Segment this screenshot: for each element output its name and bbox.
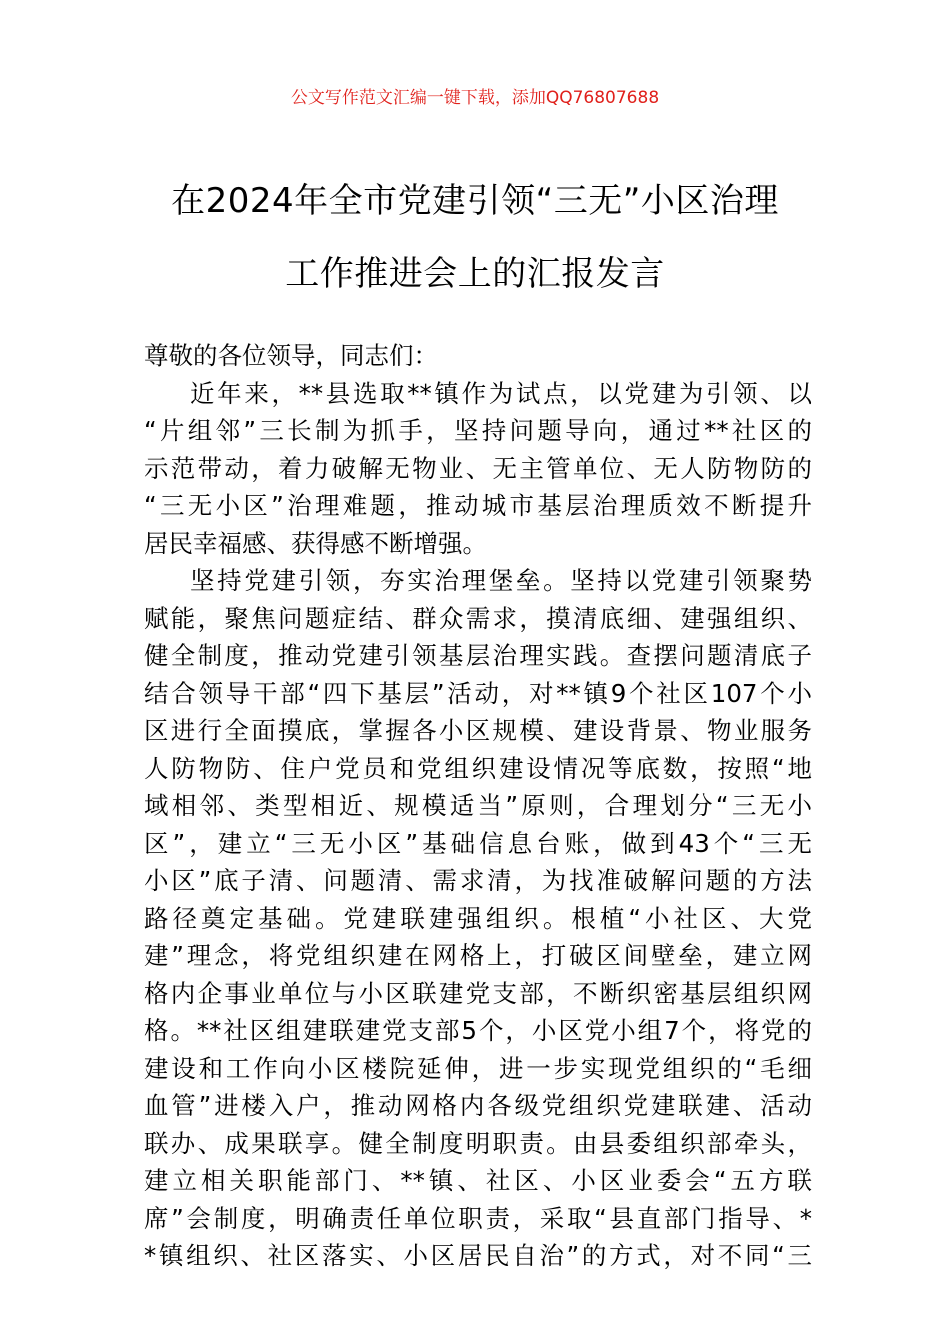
paragraph-line: 近年来，**县选取**镇作为试点，以党建为引领、以 (190, 378, 812, 408)
paragraph-line: 结合领导干部“四下基层”活动，对**镇9个社区107个小 (144, 678, 812, 708)
paragraph-line: 区进行全面摸底，掌握各小区规模、建设背景、物业服务 (144, 716, 812, 745)
download-notice[interactable]: 公文写作范文汇编一键下载，添加QQ76807688 (290, 88, 660, 108)
document-title-line-2: 工作推进会上的汇报发言 (285, 254, 665, 294)
paragraph-line: 格。**社区组建联建党支部5个，小区党小组7个，将党的 (144, 1016, 812, 1045)
document-body (144, 337, 812, 1275)
paragraph-line: 格内企事业单位与小区联建党支部，不断织密基层组织网 (144, 978, 812, 1008)
paragraph-line: 建设和工作向小区楼院延伸，进一步实现党组织的“毛细 (144, 1053, 812, 1083)
salutation: 尊敬的各位领导，同志们： (144, 341, 438, 370)
paragraph-line: 路径奠定基础。党建联建强组织。根植“小社区、大党 (144, 903, 812, 933)
paragraph-line: 示范带动，着力破解无物业、无主管单位、无人防物防的 (144, 453, 812, 483)
paragraph-line: 居民幸福感、获得感不断增强。 (144, 528, 487, 558)
paragraph-line: 建”理念，将党组织建在网格上，打破区间壁垒，建立网 (144, 941, 812, 970)
paragraph-line: 健全制度，推动党建引领基层治理实践。查摆问题清底子 (144, 641, 812, 670)
paragraph-line: 域相邻、类型相近、规模适当”原则，合理划分“三无小 (144, 791, 812, 820)
paragraph-line: “三无小区”治理难题，推动城市基层治理质效不断提升 (144, 491, 812, 520)
paragraph-line: 赋能，聚焦问题症结、群众需求，摸清底细、建强组织、 (144, 603, 812, 633)
paragraph-line: “片组邻”三长制为抓手，坚持问题导向，通过**社区的 (144, 416, 812, 445)
paragraph-line: 区”，建立“三无小区”基础信息台账，做到43个“三无 (144, 828, 812, 858)
paragraph-line: 建立相关职能部门、**镇、社区、小区业委会“五方联 (144, 1166, 812, 1195)
paragraph-line: 人防物防、住户党员和党组织建设情况等底数，按照“地 (144, 753, 812, 783)
document-title-line-1: 在2024年全市党建引领“三无”小区治理 (171, 181, 779, 221)
paragraph-line: 小区”底子清、问题清、需求清，为找准破解问题的方法 (144, 866, 812, 895)
paragraph-line: 席”会制度，明确责任单位职责，采取“县直部门指导、* (144, 1203, 812, 1233)
paragraph-line: *镇组织、社区落实、小区居民自治”的方式，对不同“三 (144, 1241, 812, 1270)
paragraph-line: 血管”进楼入户，推动网格内各级党组织党建联建、活动 (144, 1091, 812, 1120)
paragraph-line: 联办、成果联享。健全制度明职责。由县委组织部牵头， (144, 1128, 812, 1158)
paragraph-line: 坚持党建引领，夯实治理堡垒。坚持以党建引领聚势 (190, 566, 812, 595)
